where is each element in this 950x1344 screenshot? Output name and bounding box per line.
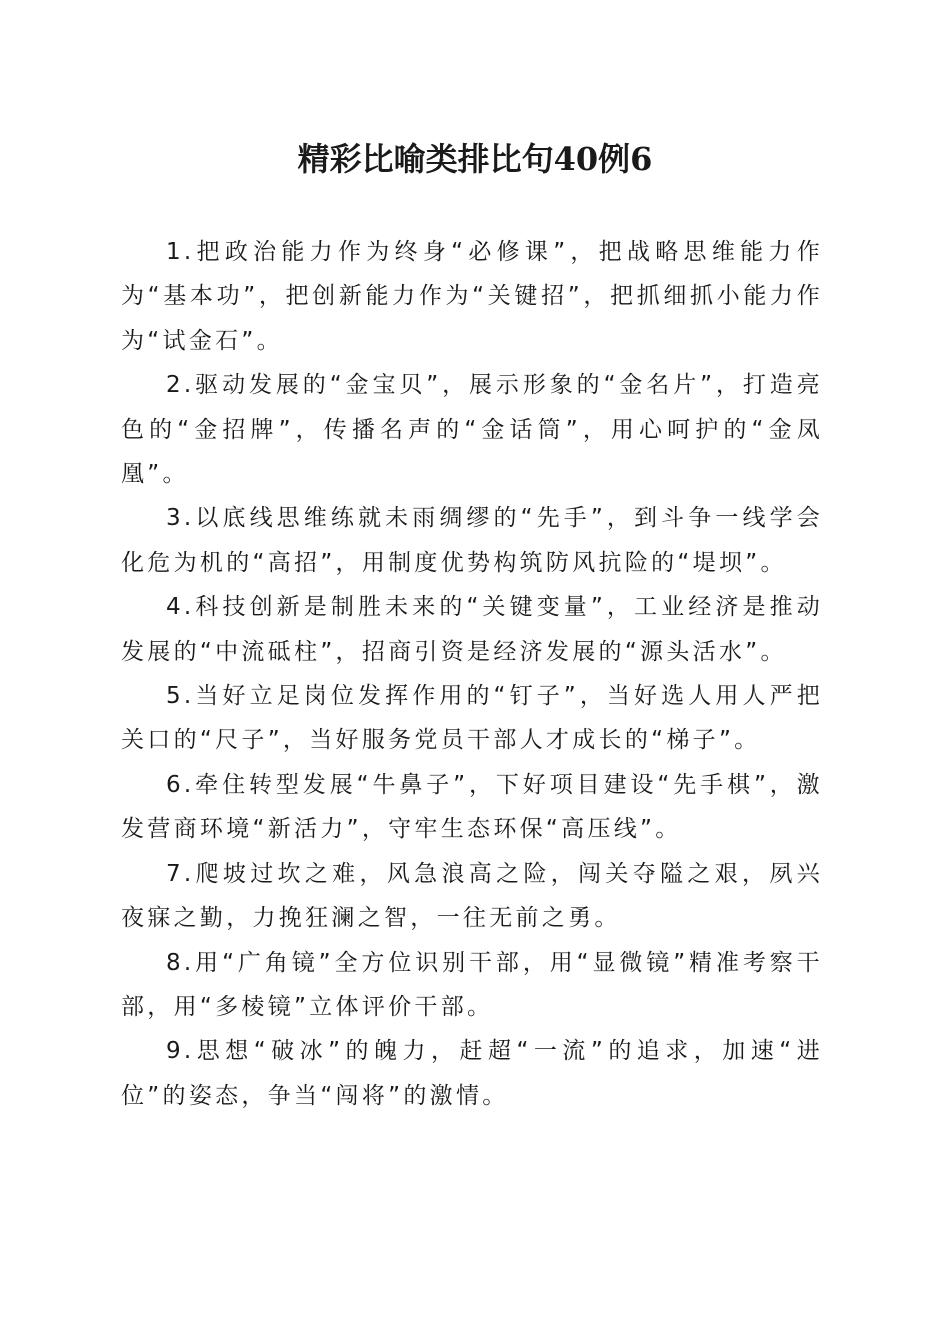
paragraph-9: 9.思想“破冰”的魄力，赶超“一流”的追求，加速“进位”的姿态，争当“闯将”的激情。 xyxy=(121,1038,823,1109)
paragraph-6: 6.牵住转型发展“牛鼻子”，下好项目建设“先手棋”，激发营商环境“新活力”，守牢生态环保“高压线”。 xyxy=(121,771,823,843)
paragraph-7: 7.爬坡过坎之难，风急浪高之险，闯关夺隘之艰，夙兴夜寐之勤，力挽狂澜之智，一往无前之勇。 xyxy=(121,860,823,932)
paragraph-2: 2.驱动发展的“金宝贝”，展示形象的“金名片”，打造亮色的“金招牌”，传播名声的“金话筒”，用心呵护的“金凤凰”。 xyxy=(121,372,823,488)
document-title: 精彩比喻类排比句40例6 xyxy=(297,140,653,178)
paragraph-1: 1.把政治能力作为终身“必修课”，把战略思维能力作为“基本功”，把创新能力作为“关键招”，把抓细抓小能力作为“试金石”。 xyxy=(121,239,823,354)
paragraph-4: 4.科技创新是制胜未来的“关键变量”，工业经济是推动发展的“中流砥柱”，招商引资是经济发展的“源头活水”。 xyxy=(121,594,823,665)
paragraph-3: 3.以底线思维练就未雨绸缪的“先手”，到斗争一线学会化危为机的“高招”，用制度优势构筑防风抗险的“堤坝”。 xyxy=(121,505,823,576)
document-body xyxy=(121,230,823,1118)
paragraph-5: 5.当好立足岗位发挥作用的“钉子”，当好选人用人严把关口的“尺子”，当好服务党员干部人才成长的“梯子”。 xyxy=(121,683,823,754)
paragraph-8: 8.用“广角镜”全方位识别干部，用“显微镜”精准考察干部，用“多棱镜”立体评价干部。 xyxy=(121,949,823,1020)
